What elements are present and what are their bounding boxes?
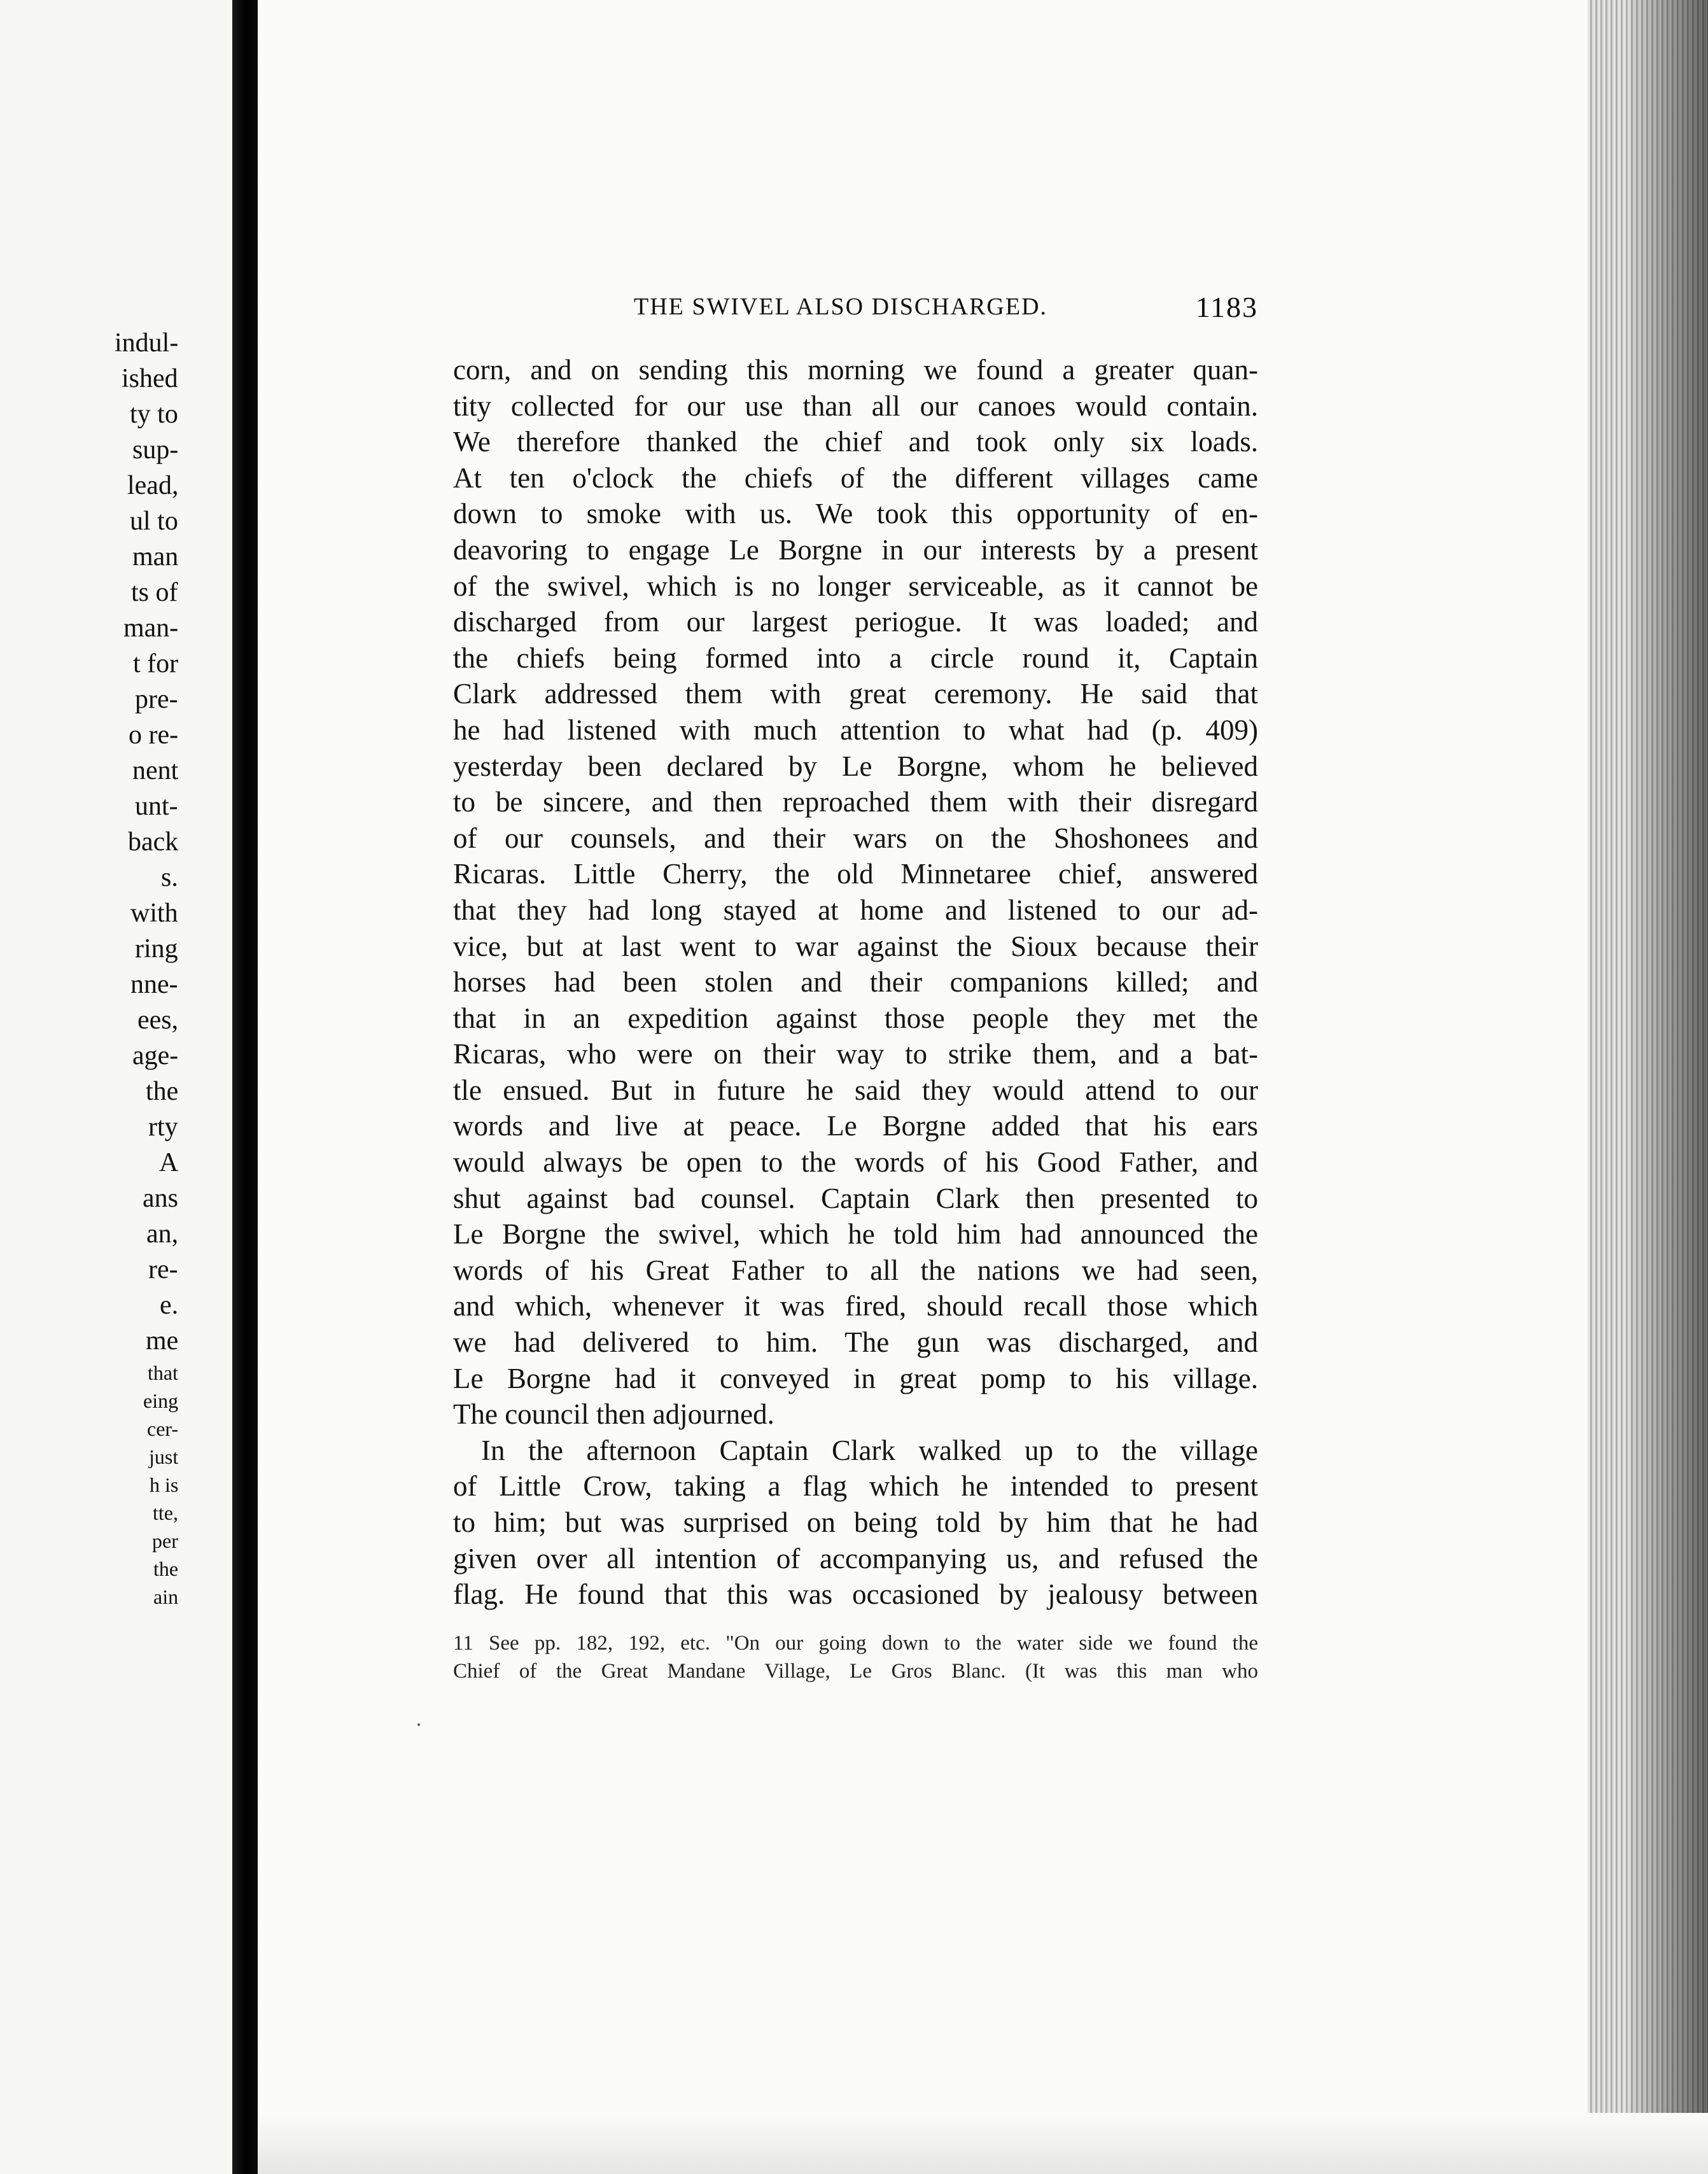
body-line: down to smoke with us. We took this opportunity of en- (453, 498, 1258, 530)
left-page-fragment: man- (123, 614, 179, 643)
body-line: yesterday been declared by Le Borgne, whom he believed (453, 750, 1258, 782)
left-page-fragment: eing (143, 1389, 179, 1412)
body-line: of the swivel, which is no longer serviceable, as it cannot be (453, 570, 1258, 602)
left-page-fragment: age- (132, 1041, 179, 1070)
body-line: of Little Crow, taking a flag which he intended to present (453, 1470, 1258, 1503)
body-line: At ten o'clock the chiefs of the different villages came (453, 461, 1258, 494)
left-page-fragment: per (152, 1529, 178, 1552)
left-page-fragment: nent (132, 756, 179, 785)
body-line: deavoring to engage Le Borgne in our interests by a present (453, 533, 1258, 566)
body-line: discharged from our largest periogue. It was loaded; and (453, 606, 1258, 638)
left-page-fragment: ts of (131, 578, 178, 607)
left-page-fragment: just (149, 1445, 179, 1468)
left-page-fragment: re- (148, 1255, 178, 1284)
body-line: vice, but at last went to war against the Sioux because their (453, 930, 1258, 962)
body-line: that in an expedition against those people they met the (453, 1002, 1258, 1034)
left-page-fragment: o re- (129, 720, 179, 750)
body-text (453, 352, 1258, 1613)
page-number: 1183 (1195, 291, 1258, 323)
body-line: Clark addressed them with great ceremony. He said that (453, 678, 1258, 710)
running-head (453, 293, 1258, 331)
left-page-fragment: sup- (132, 435, 179, 465)
body-line: to him; but was surprised on being told by him that he had (453, 1506, 1258, 1538)
body-line: tity collected for our use than all our canoes would contain. (453, 389, 1258, 422)
body-line: The council then adjourned. (453, 1398, 774, 1431)
body-line: flag. He found that this was occasioned by jealousy between (453, 1578, 1258, 1611)
body-line: that they had long stayed at home and listened to our ad- (453, 894, 1258, 926)
left-page-fragment: lead, (127, 471, 179, 500)
body-line: corn, and on sending this morning we found a greater quan- (453, 354, 1258, 386)
body-line: We therefore thanked the chief and took only six loads. (453, 426, 1258, 458)
footnote-line: 11 See pp. 182, 192, etc. "On our going down to the water side we found the (453, 1632, 1258, 1655)
body-line: would always be open to the words of his Good Father, and (453, 1146, 1258, 1179)
left-page-fragment: ul to (130, 507, 178, 536)
left-page-fragment: ty to (130, 400, 178, 429)
running-head-title: THE SWIVEL ALSO DISCHARGED. (634, 293, 1048, 320)
page-bottom-shade (258, 2113, 1708, 2174)
left-page-fragment: ished (122, 364, 178, 393)
left-page-fragment: nne- (130, 970, 178, 999)
left-page-fragment: unt- (135, 792, 178, 821)
body-line: and which, whenever it was fired, should recall those which (453, 1290, 1258, 1322)
body-line: Ricaras. Little Cherry, the old Minnetaree chief, answered (453, 858, 1258, 890)
body-line: words and live at peace. Le Borgne added that his ears (453, 1110, 1258, 1142)
left-page-fragment: indul- (115, 328, 179, 358)
left-page-fragment: h is (150, 1473, 179, 1496)
left-page-fragment: with (130, 899, 178, 928)
body-line: to be sincere, and then reproached them with their disregard (453, 786, 1258, 818)
left-page-fragment: A (159, 1148, 179, 1177)
left-page-fragment: that (148, 1361, 178, 1384)
left-page-fragment: rty (148, 1112, 178, 1142)
body-line: he had listened with much attention to what had (p. 409) (453, 713, 1258, 746)
body-line: Le Borgne the swivel, which he told him had announced the (453, 1218, 1258, 1251)
footnote (453, 1629, 1258, 1685)
left-page-fragment: an, (146, 1219, 179, 1249)
left-page (0, 0, 232, 2174)
body-line: words of his Great Father to all the nations we had seen, (453, 1254, 1258, 1286)
left-page-fragment: s. (161, 863, 178, 892)
body-line: shut against bad counsel. Captain Clark then presented to (453, 1182, 1258, 1214)
body-line: horses had been stolen and their companions killed; and (453, 966, 1258, 999)
left-page-fragment: ans (143, 1184, 178, 1213)
left-page-fragment: me (146, 1326, 179, 1356)
left-page-fragment: back (128, 827, 179, 857)
footnote-line: Chief of the Great Mandane Village, Le Gros Blanc. (It was this man who (453, 1660, 1258, 1683)
left-page-fragment: the (146, 1077, 179, 1106)
left-page-fragment: t for (133, 649, 179, 678)
left-page-fragment: ring (135, 934, 178, 964)
body-line: tle ensued. But in future he said they would attend to our (453, 1074, 1258, 1106)
body-line: In the afternoon Captain Clark walked up to the village (481, 1434, 1258, 1466)
left-page-fragment: pre- (135, 685, 178, 714)
left-page-fragment: man (132, 542, 179, 572)
body-line: we had delivered to him. The gun was discharged, and (453, 1326, 1258, 1359)
body-line: Ricaras, who were on their way to strike them, and a bat- (453, 1038, 1258, 1070)
ink-speck (417, 1723, 420, 1726)
left-page-fragment: ain (153, 1585, 179, 1608)
body-line: given over all intention of accompanying us, and refused the (453, 1542, 1258, 1574)
left-page-fragment: the (153, 1557, 179, 1580)
left-page-fragment: tte, (153, 1501, 178, 1524)
body-line: of our counsels, and their wars on the Shoshonees and (453, 822, 1258, 854)
left-page-fragment: ees, (137, 1006, 179, 1035)
body-line: Le Borgne had it conveyed in great pomp to his village. (453, 1362, 1258, 1394)
body-line: the chiefs being formed into a circle round it, Captain (453, 642, 1258, 674)
page-edge-shadow (1629, 0, 1708, 2174)
left-page-fragment: cer- (147, 1417, 179, 1440)
left-page-fragment: e. (160, 1291, 179, 1320)
